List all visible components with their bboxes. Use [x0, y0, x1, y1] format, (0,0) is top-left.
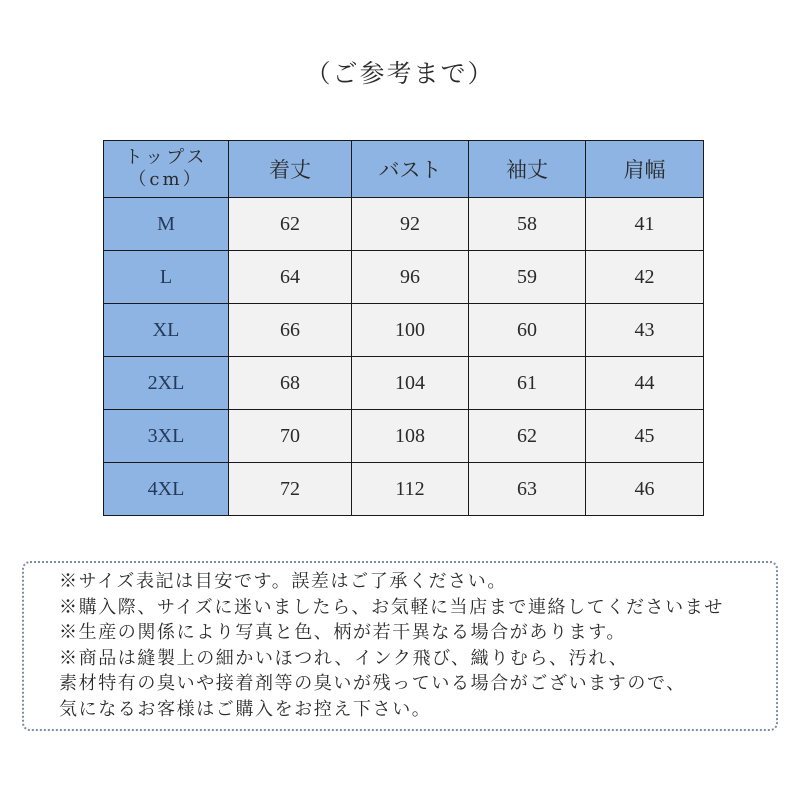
cell-shoulder: 43 — [586, 304, 704, 357]
header-bust: バスト — [352, 141, 469, 198]
cell-shoulder: 46 — [586, 463, 704, 516]
note-line: 素材特有の臭いや接着剤等の臭いが残っている場合がございますので、 — [59, 673, 686, 694]
cell-sleeve: 60 — [469, 304, 586, 357]
cell-length: 64 — [229, 251, 352, 304]
size-label: XL — [104, 304, 229, 357]
cell-bust: 92 — [352, 198, 469, 251]
cell-bust: 108 — [352, 410, 469, 463]
table-row — [104, 251, 704, 304]
cell-shoulder: 45 — [586, 410, 704, 463]
note-line: ※商品は縫製上の細かいほつれ、インク飛び、織りむら、汚れ、 — [59, 647, 629, 669]
cell-sleeve: 61 — [469, 357, 586, 410]
cell-shoulder: 44 — [586, 357, 704, 410]
header-length: 着丈 — [229, 141, 352, 198]
cell-shoulder: 41 — [586, 198, 704, 251]
note-line: ※生産の関係により写真と色、柄が若干異なる場合があります。 — [59, 622, 626, 643]
cell-sleeve: 63 — [469, 463, 586, 516]
table-row — [104, 463, 704, 516]
cell-bust: 96 — [352, 251, 469, 304]
cell-bust: 112 — [352, 463, 469, 516]
table-header-row — [104, 141, 704, 198]
cell-length: 68 — [229, 357, 352, 410]
cell-length: 62 — [229, 198, 352, 251]
cell-length: 72 — [229, 463, 352, 516]
notes-box — [22, 561, 778, 731]
cell-length: 66 — [229, 304, 352, 357]
page-title: （ご参考まで） — [305, 59, 495, 88]
table-row — [104, 304, 704, 357]
corner-header-cell — [104, 141, 229, 198]
cell-bust: 104 — [352, 357, 469, 410]
note-line: ※サイズ表記は目安です。誤差はご了承ください。 — [59, 571, 507, 592]
table-row — [104, 357, 704, 410]
corner-label-category: トップス — [124, 147, 208, 168]
size-chart-table — [103, 140, 704, 516]
note-line: ※購入際、サイズに迷いましたら、お気軽に当店まで連絡してくださいませ — [59, 596, 724, 618]
size-label: L — [104, 251, 229, 304]
cell-sleeve: 58 — [469, 198, 586, 251]
note-line: 気になるお客様はご購入をお控え下さい。 — [59, 698, 432, 720]
cell-shoulder: 42 — [586, 251, 704, 304]
cell-bust: 100 — [352, 304, 469, 357]
table-row — [104, 410, 704, 463]
table-row — [104, 198, 704, 251]
header-shoulder: 肩幅 — [586, 141, 704, 198]
cell-sleeve: 59 — [469, 251, 586, 304]
cell-length: 70 — [229, 410, 352, 463]
size-label: M — [104, 198, 229, 251]
size-label: 3XL — [104, 410, 229, 463]
size-label: 2XL — [104, 357, 229, 410]
cell-sleeve: 62 — [469, 410, 586, 463]
header-sleeve: 袖丈 — [469, 141, 586, 198]
corner-label-unit: （cm） — [128, 169, 204, 190]
size-label: 4XL — [104, 463, 229, 516]
